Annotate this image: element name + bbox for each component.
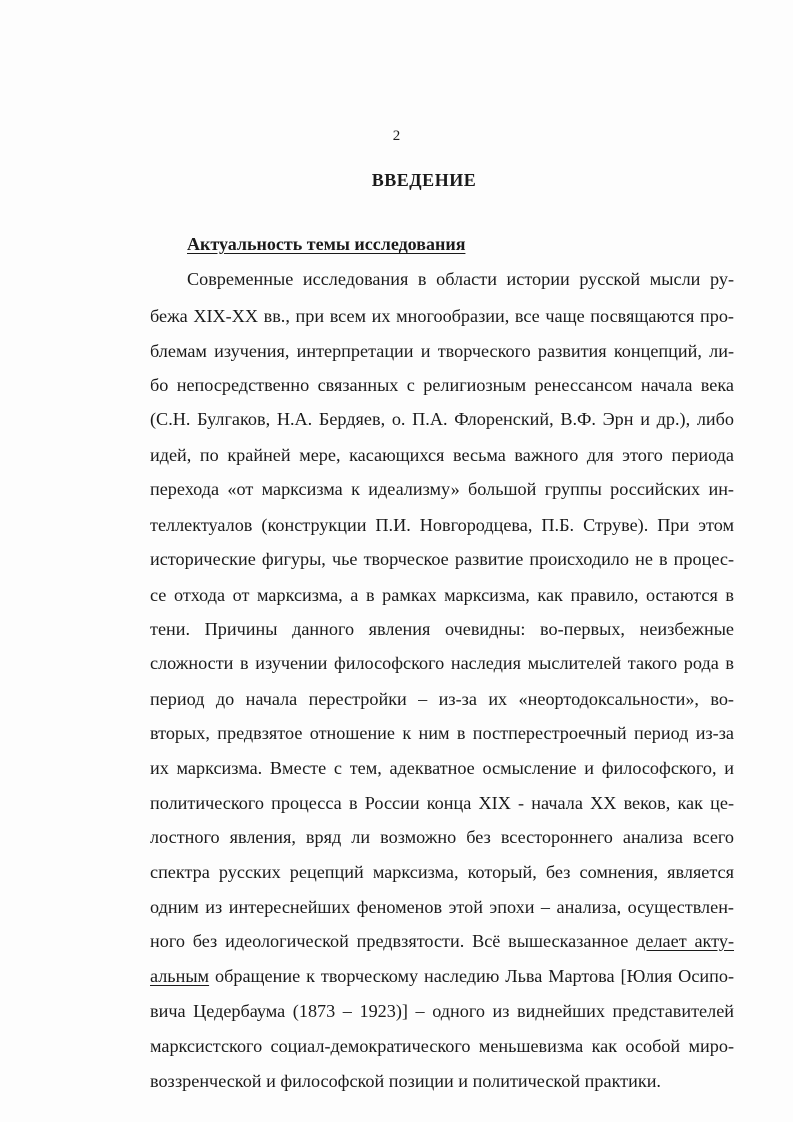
paragraph-line: бо непосредственно связанных с религиозным ренессансом начала века [150,375,734,395]
paragraph-line: спектра русских рецепций марксизма, который, без сомнения, является [150,862,734,882]
paragraph-line: (С.Н. Булгаков, Н.А. Бердяев, о. П.А. Флоренский, В.Ф. Эрн и др.), либо [150,409,734,429]
paragraph-line: се отхода от марксизма, а в рамках марксизма, как правило, остаются в [150,585,734,605]
paragraph-line: политического процесса в России конца XIX - начала XX веков, как це- [150,793,734,813]
paragraph-line: тени. Причины данного явления очевидны: во-первых, неизбежные [150,619,734,639]
paragraph-line: марксистского социал-демократического меньшевизма как особой миро- [150,1036,734,1056]
paragraph-line: исторические фигуры, чье творческое развитие происходило не в процес- [150,549,734,569]
line-text: ного без идеологической предвзятости. Всё вышесказанное [150,931,629,951]
paragraph-line: Современные исследования в области истории русской мысли ру- [187,269,734,289]
paragraph-line [150,965,734,987]
paragraph-line: сложности в изучении философского наследия мыслителей такого рода в [150,653,734,673]
paragraph-line: лостного явления, вряд ли возможно без всестороннего анализа всего [150,827,734,847]
paragraph-line: вича Цедербаума (1873 – 1923)] – одного из виднейших представителей [150,1001,734,1021]
paragraph-line: идей, по крайней мере, касающихся весьма важного для этого периода [150,445,734,465]
paragraph-line: воззренческой и философской позиции и политической практики. [150,1071,661,1091]
paragraph-line: перехода «от марксизма к идеализму» большой группы российских ин- [150,479,734,499]
paragraph-line: теллектуалов (конструкции П.И. Новгородцева, П.Б. Струве). При этом [150,515,734,535]
paragraph-line [150,930,734,952]
paragraph-line: одним из интереснейших феноменов этой эпохи – анализа, осуществлен- [150,897,734,917]
line-text: обращение к творческому наследию Льва Мартова [Юлия Осипо- [215,966,735,986]
paragraph-line: вторых, предвзятое отношение к ним в постперестроечный период из-за [150,723,734,743]
underlined-text: делает акту- [636,931,735,951]
paragraph-line: блемам изучения, интерпретации и творческого развития концепций, ли- [150,341,734,361]
section-heading: Актуальность темы исследования [187,234,466,254]
paragraph-line: их марксизма. Вместе с тем, адекватное осмысление и философского, и [150,758,734,778]
page-title: ВВЕДЕНИЕ [371,170,477,190]
page-number: 2 [392,128,401,144]
underlined-text: альным [150,966,210,986]
paragraph-line: период до начала перестройки – из-за их «неортодоксальности», во- [150,689,734,709]
paragraph-line: бежа XIX-XX вв., при всем их многообразии, все чаще посвящаются про- [150,306,734,326]
